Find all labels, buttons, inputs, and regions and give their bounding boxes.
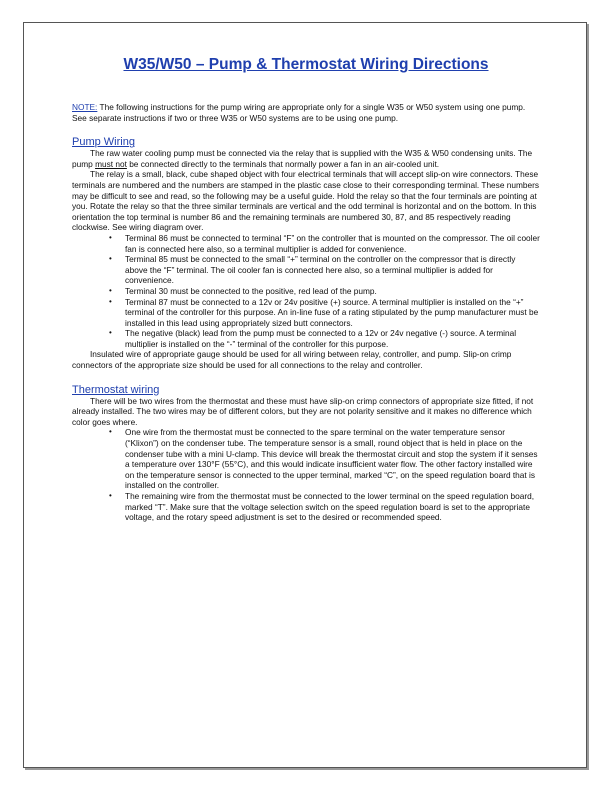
note-label: NOTE: bbox=[72, 102, 98, 112]
list-item: • The remaining wire from the thermostat must be connected to the lower terminal on the speed regulation board, marked “T”. Make sure that the voltage selection switch on the speed regulation board is set to the appropriate voltage, and the rotary speed adjustment is set to the desired or recommended speed. bbox=[125, 491, 540, 523]
pump-paragraph-1 bbox=[72, 148, 540, 169]
pump-paragraph-3: Insulated wire of appropriate gauge should be used for all wiring between relay, controller, and pump. Slip-on crimp connectors of the appropriate size should be used for all connections to the relay and controller. bbox=[72, 349, 512, 371]
page-title: W35/W50 – Pump & Thermostat Wiring Directions bbox=[123, 56, 489, 73]
pump-terminal-list bbox=[72, 233, 540, 350]
pump-p1-after: be connected directly to the terminals that normally power a fan in an air-cooled unit. bbox=[126, 158, 440, 169]
note-paragraph bbox=[72, 102, 540, 123]
list-item: • Terminal 85 must be connected to the small “+” terminal on the controller on the compressor that is directly above the “F” terminal. The oil cooler fan is connected here also, so a terminal multiplier is added for convenience. bbox=[125, 254, 540, 286]
pump-wiring-heading: Pump Wiring bbox=[72, 136, 135, 149]
list-item: • Terminal 30 must be connected to the positive, red lead of the pump. bbox=[125, 286, 540, 297]
list-item: • Terminal 86 must be connected to terminal “F” on the controller that is mounted on the compressor. The oil cooler fan is connected here also, so a terminal multiplier is added for convenience. bbox=[125, 233, 540, 254]
pump-paragraph-2: The relay is a small, black, cube shaped object with four electrical terminals that will accept slip-on wire connectors. These terminals are numbered and the numbers are stamped in the plastic case close to their corresponding terminal. These numbers may be difficult to see and read, so the following may be a useful guide. Hold the relay so that the four terminals are pointing at you. Rotate the relay so that the three similar terminals are vertical and the odd terminal is horizontal and on the bottom. In this orientation the top terminal is number 86 and the remaining terminals are numbered 30, 87, and 85 respectively reading clockwise. See wiring diagram over. bbox=[72, 169, 540, 233]
list-item: • One wire from the thermostat must be connected to the spare terminal on the water temperature sensor (“Klixon”) on the condenser tube. The temperature sensor is a small, round object that is held in place on the condenser tube with a mini U-clamp. This device will break the thermostat circuit and stop the system if it senses a temperature over 130°F (55°C), and this would indicate insufficient water flow. The other factory installed wire on the temperature sensor is connected to the upper terminal, marked “C”, on the speed regulation board that is installed on the controller. bbox=[125, 427, 540, 491]
thermostat-paragraph-1: There will be two wires from the thermostat and these must have slip-on crimp connectors of appropriate size fitted, if not already installed. The two wires may be of different colors, but they are not polarity sensitive and it makes no difference which color goes where. bbox=[72, 395, 534, 427]
section-spacer bbox=[72, 371, 540, 384]
list-item: • The negative (black) lead from the pump must be connected to a 12v or 24v negative (-) source. A terminal multiplier is installed on the “-” terminal of the controller for this purpose. bbox=[125, 328, 540, 349]
document-body bbox=[72, 56, 540, 523]
thermostat-wire-list bbox=[72, 427, 540, 522]
thermostat-wiring-heading: Thermostat wiring bbox=[72, 383, 160, 396]
note-text: The following instructions for the pump wiring are appropriate only for a single W35 or W50 system using one pump. See separate instructions if two or three W35 or W50 systems are to be using one pump. bbox=[72, 102, 526, 123]
pump-p1-before: The raw water cooling pump must be connected via the relay that is supplied with the W35 & W50 condensing units. The pump bbox=[72, 148, 533, 169]
list-item: • Terminal 87 must be connected to a 12v or 24v positive (+) source. A terminal multiplier is installed on the “+” terminal of the controller for this purpose. An in-line fuse of a rating stipulated by the pump manufacturer must be installed in this lead using appropriately sized butt connectors. bbox=[125, 297, 540, 329]
pump-p1-emphasis: must not bbox=[95, 158, 127, 169]
